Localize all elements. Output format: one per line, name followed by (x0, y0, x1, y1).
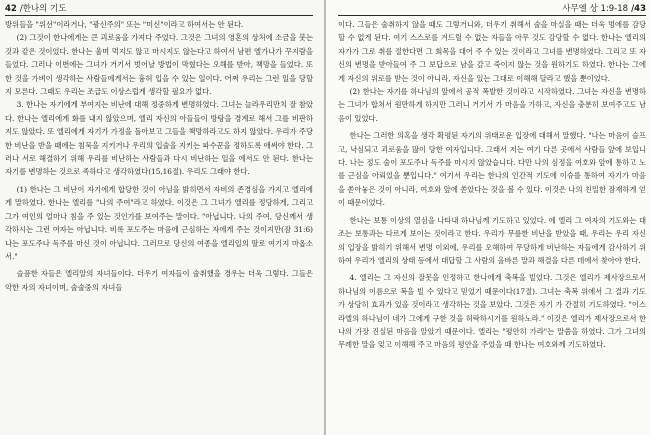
paragraph: (2) 그것이 한나에게는 큰 괴로움을 가져다 주었다. 그것은 그녀의 영혼의 상처에 소금을 붓는 것과 같은 것이었다. 한나는 울며 먹지도 않고 마시지도 않는다고 하여서 남편 엘가나가 꾸지람을 들었다. 그러나 이번에는 그녀가 거기서 벗어날 방법이 막혔다는 오해를 받아, 책망을 들었다. 또한 것을 가벼이 생각하는 사람들에게서는 흉허 입을 수 있는 일이다. 어쩌 우리는 그런 일을 당할지 모른다. 그때도 우리는 조급도 이상스럽게 생각할 필요가 없다. (5, 33, 313, 97)
right-body-text (338, 18, 646, 352)
right-header-chapter-verse: 1:9-18 (600, 4, 629, 14)
paragraph: 한나는 보통 이상의 열심을 나타내 하나님께 기도하고 있었다. 에 엘리 그 여자의 기도와는 대조는 보통과는 다르게 보이는 것이라고 한다. 우리가 무릎한 비난을 받았을 때, 우리는 우리 자신의 입장을 밝히기 위해서 변명 이외에, 우리를 오해하여 무당하게 비난하는 자들에게 감사하기 위하여 우리가 엘리의 상태 등에서 대답할 그 사람의 올바른 말과 해결을 다른 데에서 찾아야 한다. (338, 215, 646, 265)
left-running-header (5, 3, 313, 16)
left-body-text (5, 18, 313, 294)
right-page (326, 0, 650, 435)
paragraph: 이다. 그들은 술취하지 않을 때도 그렇거니와, 더우기 취해서 술을 마실을 때는 더욱 멍에를 감당할 수 없게 된다. 여기 스스로를 겨드릴 수 없는 자들을 아무 것도 감당할 수 없다. 한나는 엘리의 자가가 그로 취를 절한다면 그 회목을 대어 주 수 있는 것이라고 그녀를 변명하였다. 그리고 또 자신의 변명을 받아들여 주 그 보답으로 남을 갚고 죽이지 않는 것을 원하기도 하였다. 한나는 그에게 자신의 위로를 받는 것이 아니라, 자신을 있는 그대로 이해해 달라고 했을 뿐이었다. (338, 20, 646, 83)
left-header-title: /한나의 기도 (19, 4, 67, 14)
right-running-header (338, 3, 646, 16)
right-page-number: /43 (631, 4, 646, 14)
left-page-number: 42 (5, 4, 17, 14)
paragraph: 슬픔한 자들은 엘리알의 자녀들이다. 더우기 여자들이 술취했을 경우는 더욱 그렇다. 그들은 악한 자의 자녀이며, 술술중의 자녀들 (5, 269, 313, 292)
paragraph: 4. 엘리는 그 자신의 잘못을 인정하고 한나에게 축복을 빌었다. 그것은 엘리가 제사장으로서 하나님의 이름으로 복을 빌 수 있다고 믿었기 때문이다(17절). 그녀는 축복 위에서 그 결과 기도가 상당히 효과가 있을 것이라고 생각하는 것을 보았다. 그것은 자기 가 간절히 기도하였다. "이스라엘의 하나님이 네가 그에게 구한 것을 허락하시기를 원하노라." 이것은 엘리가 제사장으로서 한나의 가장 진실된 마음을 알았기 때문이다. 엘리는 "평안히 가라"는 말씀을 하였다. 그가 그녀의 무례한 말을 잊고 이해해 주고 마음의 평안을 주었을 때 한나는 여호와께 기도하였다. (338, 273, 646, 350)
right-header-title: 사무엘 상 (562, 4, 598, 14)
paragraph: (2) 한나는 자기를 하나님의 앞에서 공적 폭발한 것이라고 시작하였다. 그녀는 자신을 변명하는 그녀가 합쳐서 원만하게 하지만 그러니 거기서 가 마음을 가하고, 자신을 충분히 보여주고도 남음이 있었다. (338, 87, 646, 123)
paragraph: 한나는 그러한 의혹을 생각 확평된 자기의 위태로운 입장에 대해서 말했다. "나는 마음이 슬프고, 낙심되고 괴로움을 많이 당한 여자입니다. 그래서 저는 여기 다른 곳에서 사람들 앞에 보입니다. 나는 정도 술이 포도주나 독주를 마시지 않았습니다. 다만 나의 심정을 여호와 앞에 통하고 노를 근심을 아뢰었을 뿐입니다." 여기서 우리는 한나의 인간적 기도에 이슈를 통하여 자기가 마음을 쏟아놓은 것이 아니라, 여호와 앞에 쏟았다는 것을 볼 수 있다. 이것은 나의 친밀한 잠재하게 얻이 때문이었다. (338, 131, 646, 208)
paragraph: (1) 한나는 그 비난이 자기에게 합당한 것이 아님을 밝히면서 자비의 존경심을 가지고 엘리에게 말하였다. 한나는 엘리를 "나의 주여"라고 하였다. 이것은 그 그녀가 엘리를 정당하게, 그리고 그가 여인의 얼마나 침을 주 있는 것인가를 보여주는 말이다. "아닙니다. 나의 주여, 당신께서 생각하시는 그런 여자는 아닙니다. 비록 포도주는 마음에 근심하는 자에게 주는 것이지만(잠 31:6) 나는 포도주나 독주를 마신 것이 아닙니다. 그러므로 당신의 여종을 엘리일의 딸로 여기지 마옵소서." (5, 184, 313, 261)
paragraph: 3. 한나는 자기에게 부여지는 비난에 대해 정중하게 변명하였다. 그녀는 늘라우리만치 잘 참았다. 한나는 엘리에게 화를 내지 않았으며, 엘리 자신의 아들들이 방탕을 경계로 해서 그를 비판하지도 않았다. 또 엘리에게 자기가 가정을 돌아보고 그들을 책망하라고도 하지 않았다. 우리가 주당한 비난을 받을 때에는 침묵을 지키거나 우리의 입술을 지키는 파수꾼을 정하도록 애써야 한다. 그러나 서로 해결하기 위해 우리를 비난하는 사람들과 다시 비난하는 일을 에서도 안 된다. 한나는 자기를 변명하는 것으로 족하다고 생각하였다(15,16절). 우리도 그래야 한다. (5, 100, 313, 177)
paragraph: 방위들을 "위선"이라거나, "광신주의" 또는 "미신"이라고 하여서는 안 된다. (5, 20, 244, 29)
